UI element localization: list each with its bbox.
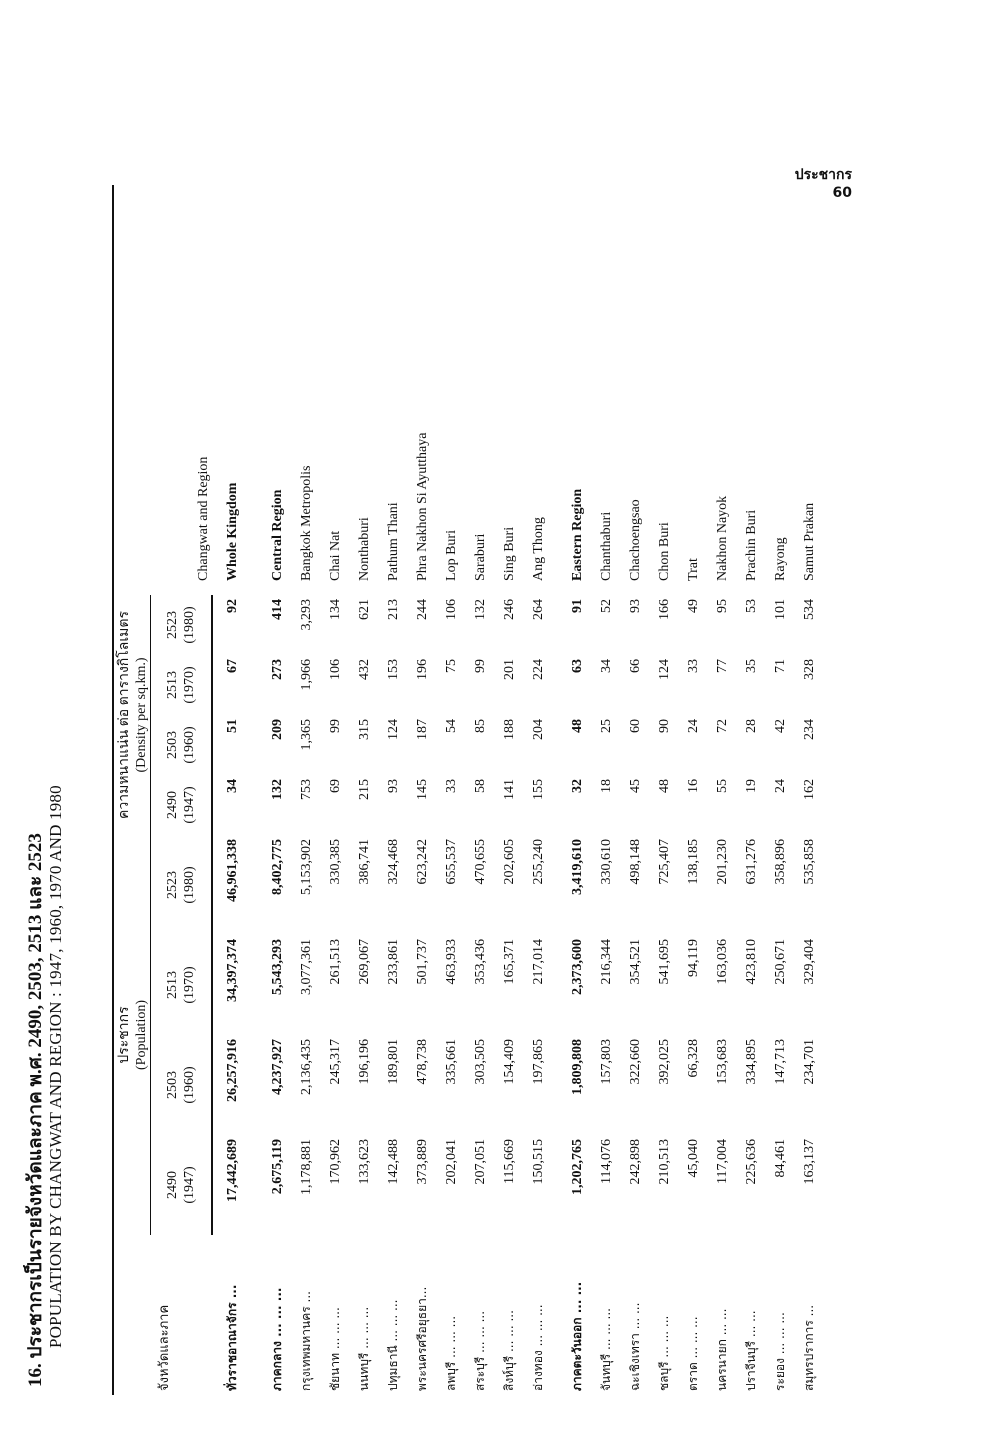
density-cell: 753 bbox=[298, 779, 314, 800]
changwat-en-cell: Chai Nat bbox=[327, 530, 343, 581]
table-row bbox=[795, 185, 824, 1395]
changwat-en-cell: Chachoengsao bbox=[627, 499, 643, 581]
changwat-thai-cell: ชัยนาท ... ... ... bbox=[328, 1307, 342, 1391]
population-cell: 2,136,435 bbox=[298, 1039, 314, 1095]
population-cell: 1,178,881 bbox=[298, 1139, 314, 1195]
header-year-be: 2490 bbox=[165, 1171, 180, 1199]
changwat-en-cell: Phra Nakhon Si Ayutthaya bbox=[414, 432, 430, 581]
density-cell: 93 bbox=[385, 779, 401, 793]
population-cell: 117,004 bbox=[714, 1139, 730, 1184]
population-cell: 330,385 bbox=[327, 839, 343, 885]
population-cell: 470,655 bbox=[472, 839, 488, 885]
population-cell: 623,242 bbox=[414, 839, 430, 885]
header-density-group bbox=[113, 595, 151, 835]
density-cell: 55 bbox=[714, 779, 730, 793]
header-pop-year-0 bbox=[151, 1135, 213, 1235]
header-pop-year-1 bbox=[151, 1035, 213, 1135]
table-row bbox=[621, 185, 650, 1395]
population-cell: 197,865 bbox=[530, 1039, 546, 1085]
population-cell: 2,675,119 bbox=[269, 1139, 285, 1195]
population-cell: 631,276 bbox=[743, 839, 759, 885]
density-cell: 63 bbox=[569, 659, 585, 673]
density-cell: 72 bbox=[714, 719, 730, 733]
page-label: ประชากร bbox=[794, 167, 852, 183]
changwat-thai-cell: สิงห์บุรี ... ... ... bbox=[502, 1310, 516, 1391]
changwat-thai-cell: ปราจีนบุรี ... ... bbox=[744, 1310, 758, 1391]
population-cell: 170,962 bbox=[327, 1139, 343, 1185]
density-cell: 32 bbox=[569, 779, 585, 793]
density-cell: 124 bbox=[656, 659, 672, 680]
changwat-thai-cell: สระบุรี ... ... ... bbox=[473, 1310, 487, 1391]
spacer-row bbox=[253, 185, 263, 1395]
density-cell: 264 bbox=[530, 598, 546, 620]
population-cell: 163,036 bbox=[714, 939, 730, 985]
density-cell: 166 bbox=[656, 598, 672, 620]
population-cell: 196,196 bbox=[356, 1039, 372, 1085]
population-cell: 225,636 bbox=[743, 1139, 759, 1185]
header-year-be: 2523 bbox=[165, 611, 180, 639]
population-cell: 210,513 bbox=[656, 1139, 672, 1185]
density-cell: 1,966 bbox=[298, 659, 314, 691]
header-population-group bbox=[113, 835, 151, 1235]
population-cell: 1,809,808 bbox=[569, 1039, 585, 1095]
density-cell: 145 bbox=[414, 779, 430, 800]
table-row bbox=[708, 185, 737, 1395]
header-year-ce: (1970) bbox=[182, 966, 197, 1004]
header-pop-year-3 bbox=[151, 835, 213, 935]
density-cell: 92 bbox=[225, 598, 240, 613]
density-cell: 187 bbox=[414, 719, 430, 740]
population-cell: 154,409 bbox=[501, 1039, 517, 1085]
density-cell: 273 bbox=[269, 659, 285, 680]
changwat-thai-cell: จันทบุรี ... ... ... bbox=[599, 1308, 613, 1391]
header-population-en: (Population) bbox=[134, 1000, 149, 1070]
spacer-row bbox=[553, 185, 563, 1395]
population-cell: 392,025 bbox=[656, 1039, 672, 1085]
population-cell: 358,896 bbox=[772, 839, 788, 885]
density-cell: 53 bbox=[743, 598, 759, 613]
population-cell: 150,515 bbox=[530, 1139, 546, 1185]
density-cell: 315 bbox=[356, 719, 372, 740]
changwat-en-cell: Lop Buri bbox=[443, 530, 459, 581]
table-title-english: POPULATION BY CHANGWAT AND REGION : 1947, 1960, 1970 AND 1980 bbox=[46, 785, 65, 1348]
table-row bbox=[437, 185, 466, 1395]
density-cell: 132 bbox=[472, 598, 488, 620]
population-cell: 329,404 bbox=[801, 939, 817, 985]
changwat-en-cell: Chanthaburi bbox=[598, 511, 614, 581]
changwat-en-cell: Central Region bbox=[269, 489, 285, 581]
changwat-thai-cell: ฉะเชิงเทรา ... ... bbox=[628, 1302, 642, 1391]
changwat-en-cell: Nakhon Nayok bbox=[714, 495, 730, 581]
table-row bbox=[212, 185, 253, 1395]
table-row bbox=[408, 185, 437, 1395]
header-den-year-1 bbox=[151, 715, 213, 775]
density-cell: 1,365 bbox=[298, 719, 314, 751]
density-cell: 93 bbox=[627, 598, 643, 613]
changwat-en-cell: Nonthaburi bbox=[356, 517, 372, 581]
header-density-en: (Density per sq.km.) bbox=[134, 657, 149, 773]
population-cell: 207,051 bbox=[472, 1139, 488, 1185]
density-cell: 201 bbox=[501, 659, 517, 680]
changwat-en-cell: Saraburi bbox=[472, 533, 488, 581]
population-cell: 114,076 bbox=[598, 1139, 614, 1184]
density-cell: 101 bbox=[772, 598, 788, 620]
changwat-thai-cell: ภาคตะวันออก ... ... bbox=[570, 1281, 584, 1391]
population-cell: 165,371 bbox=[501, 939, 517, 985]
table-row bbox=[592, 185, 621, 1395]
changwat-thai-cell: กรุงเทพมหานคร ... bbox=[299, 1291, 313, 1391]
header-year-ce: (1947) bbox=[182, 1166, 197, 1204]
density-cell: 85 bbox=[472, 719, 488, 733]
table-row bbox=[563, 185, 592, 1395]
header-year-be: 2513 bbox=[165, 971, 180, 999]
population-cell: 250,671 bbox=[772, 939, 788, 985]
population-table bbox=[112, 185, 824, 1395]
density-cell: 153 bbox=[385, 659, 401, 680]
population-cell: 8,402,775 bbox=[269, 839, 285, 895]
header-den-year-3 bbox=[151, 595, 213, 655]
changwat-thai-cell: ชลบุรี ... ... ... bbox=[657, 1315, 671, 1391]
population-cell: 423,810 bbox=[743, 939, 759, 985]
density-cell: 35 bbox=[743, 659, 759, 673]
population-cell: 163,137 bbox=[801, 1139, 817, 1185]
population-cell: 189,801 bbox=[385, 1039, 401, 1085]
table-row bbox=[679, 185, 708, 1395]
population-cell: 138,185 bbox=[685, 839, 701, 885]
changwat-en-cell: Rayong bbox=[772, 537, 788, 581]
density-cell: 28 bbox=[743, 719, 759, 733]
population-cell: 463,933 bbox=[443, 939, 459, 985]
table-row bbox=[495, 185, 524, 1395]
changwat-thai-cell: ระยอง ... ... ... bbox=[773, 1312, 787, 1391]
header-changwat-en: Changwat and Region bbox=[113, 185, 212, 595]
changwat-en-cell: Whole Kingdom bbox=[224, 482, 240, 581]
density-cell: 66 bbox=[627, 659, 643, 673]
header-density-thai: ความหนาแน่น ต่อ ตารางกิโลเมตร bbox=[117, 610, 132, 819]
header-year-be: 2513 bbox=[165, 671, 180, 699]
population-cell: 255,240 bbox=[530, 839, 546, 885]
density-cell: 196 bbox=[414, 659, 430, 680]
population-cell: 202,605 bbox=[501, 839, 517, 885]
changwat-thai-cell: ตราด ... ... ... bbox=[686, 1316, 700, 1391]
population-cell: 354,521 bbox=[627, 939, 643, 985]
density-cell: 204 bbox=[530, 719, 546, 740]
density-cell: 90 bbox=[656, 719, 672, 733]
changwat-en-cell: Samut Prakan bbox=[801, 502, 817, 581]
population-cell: 324,468 bbox=[385, 839, 401, 885]
spacer-cell bbox=[253, 185, 263, 1395]
table-row bbox=[766, 185, 795, 1395]
header-year-ce: (1980) bbox=[182, 606, 197, 644]
density-cell: 67 bbox=[225, 659, 240, 673]
density-cell: 69 bbox=[327, 779, 343, 793]
population-cell: 242,898 bbox=[627, 1139, 643, 1185]
header-den-year-2 bbox=[151, 655, 213, 715]
changwat-thai-cell: สมุทรปราการ ... bbox=[802, 1304, 816, 1391]
density-cell: 60 bbox=[627, 719, 643, 733]
changwat-en-cell: Pathum Thani bbox=[385, 502, 401, 581]
header-year-ce: (1970) bbox=[182, 666, 197, 704]
changwat-en-cell: Chon Buri bbox=[656, 522, 672, 581]
population-cell: 34,397,374 bbox=[225, 939, 240, 1002]
density-cell: 33 bbox=[685, 659, 701, 673]
density-cell: 34 bbox=[225, 779, 240, 793]
population-cell: 261,513 bbox=[327, 939, 343, 985]
table-row bbox=[737, 185, 766, 1395]
header-year-ce: (1947) bbox=[182, 786, 197, 824]
population-cell: 655,537 bbox=[443, 839, 459, 885]
density-cell: 77 bbox=[714, 659, 730, 673]
density-cell: 48 bbox=[656, 779, 672, 793]
density-cell: 124 bbox=[385, 719, 401, 740]
population-cell: 216,344 bbox=[598, 939, 614, 985]
table-row bbox=[379, 185, 408, 1395]
population-cell: 5,543,293 bbox=[269, 939, 285, 995]
header-population-thai: ประชากร bbox=[117, 1006, 132, 1064]
table-title-thai: 16. ประชากรเป็นรายจังหวัดและภาค พ.ศ. 2490, 2503, 2513 และ 2523 bbox=[25, 833, 46, 1387]
population-cell: 3,077,361 bbox=[298, 939, 314, 995]
density-cell: 25 bbox=[598, 719, 614, 733]
density-cell: 24 bbox=[685, 719, 701, 733]
changwat-thai-cell: ปทุมธานี ... ... ... bbox=[386, 1299, 400, 1391]
population-cell: 334,895 bbox=[743, 1039, 759, 1085]
population-cell: 153,683 bbox=[714, 1039, 730, 1085]
density-cell: 51 bbox=[225, 719, 240, 733]
population-cell: 245,317 bbox=[327, 1039, 343, 1085]
density-cell: 106 bbox=[443, 598, 459, 620]
density-cell: 34 bbox=[598, 659, 614, 673]
density-cell: 16 bbox=[685, 779, 701, 793]
changwat-thai-cell: พระนครศรีอยุธยา... bbox=[415, 1286, 429, 1391]
population-cell: 115,669 bbox=[501, 1139, 517, 1184]
header-year-ce: (1960) bbox=[182, 1066, 197, 1104]
density-cell: 71 bbox=[772, 659, 788, 673]
population-cell: 201,230 bbox=[714, 839, 730, 885]
density-cell: 188 bbox=[501, 719, 517, 740]
density-cell: 33 bbox=[443, 779, 459, 793]
changwat-en-cell: Prachin Buri bbox=[743, 509, 759, 581]
density-cell: 45 bbox=[627, 779, 643, 793]
density-cell: 209 bbox=[269, 719, 285, 740]
density-cell: 162 bbox=[801, 779, 817, 800]
changwat-thai-cell: ทั่วราชอาณาจักร ... bbox=[225, 1284, 239, 1391]
density-cell: 244 bbox=[414, 598, 430, 620]
changwat-thai-cell: ลพบุรี ... ... ... bbox=[444, 1315, 458, 1391]
changwat-en-cell: Sing Buri bbox=[501, 526, 517, 581]
population-cell: 46,961,338 bbox=[225, 839, 240, 902]
population-cell: 234,701 bbox=[801, 1039, 817, 1085]
population-cell: 478,738 bbox=[414, 1039, 430, 1085]
density-cell: 215 bbox=[356, 779, 372, 800]
density-cell: 621 bbox=[356, 598, 372, 620]
density-cell: 414 bbox=[269, 598, 285, 620]
population-cell: 373,889 bbox=[414, 1139, 430, 1185]
density-cell: 58 bbox=[472, 779, 488, 793]
density-cell: 3,293 bbox=[298, 598, 314, 631]
population-cell: 133,623 bbox=[356, 1139, 372, 1185]
density-cell: 48 bbox=[569, 719, 585, 733]
density-cell: 213 bbox=[385, 598, 401, 620]
density-cell: 132 bbox=[269, 779, 285, 800]
population-cell: 1,202,765 bbox=[569, 1139, 585, 1195]
header-den-year-0 bbox=[151, 775, 213, 835]
header-pop-year-2 bbox=[151, 935, 213, 1035]
changwat-thai-cell: นนทบุรี ... ... ... bbox=[357, 1306, 371, 1391]
density-cell: 49 bbox=[685, 598, 701, 613]
density-cell: 234 bbox=[801, 719, 817, 740]
header-year-ce: (1960) bbox=[182, 726, 197, 764]
changwat-en-cell: Eastern Region bbox=[569, 488, 585, 581]
page-number: 60 bbox=[832, 185, 852, 201]
population-cell: 147,713 bbox=[772, 1039, 788, 1085]
population-cell: 386,741 bbox=[356, 839, 372, 885]
table-row bbox=[650, 185, 679, 1395]
density-cell: 432 bbox=[356, 659, 372, 680]
population-cell: 17,442,689 bbox=[225, 1139, 240, 1202]
population-cell: 94,119 bbox=[685, 939, 701, 977]
population-cell: 217,014 bbox=[530, 939, 546, 985]
density-cell: 99 bbox=[327, 719, 343, 733]
density-cell: 18 bbox=[598, 779, 614, 793]
density-cell: 54 bbox=[443, 719, 459, 733]
spacer-cell bbox=[553, 185, 563, 1395]
population-cell: 26,257,916 bbox=[225, 1039, 240, 1102]
density-cell: 95 bbox=[714, 598, 730, 613]
population-cell: 45,040 bbox=[685, 1139, 701, 1178]
population-cell: 541,695 bbox=[656, 939, 672, 985]
changwat-en-cell: Ang Thong bbox=[530, 517, 546, 581]
table-body bbox=[212, 185, 824, 1395]
header-year-be: 2490 bbox=[165, 791, 180, 819]
table-row bbox=[466, 185, 495, 1395]
population-cell: 322,660 bbox=[627, 1039, 643, 1085]
changwat-thai-cell: ภาคกลาง ... ... ... bbox=[270, 1287, 284, 1391]
population-cell: 3,419,610 bbox=[569, 839, 585, 895]
population-cell: 142,488 bbox=[385, 1139, 401, 1185]
header-changwat-thai: จังหวัดและภาค bbox=[113, 1235, 212, 1395]
density-cell: 106 bbox=[327, 659, 343, 680]
density-cell: 141 bbox=[501, 779, 517, 800]
population-cell: 5,153,902 bbox=[298, 839, 314, 895]
header-year-be: 2523 bbox=[165, 871, 180, 899]
changwat-en-cell: Bangkok Metropolis bbox=[298, 465, 314, 581]
population-cell: 4,237,927 bbox=[269, 1039, 285, 1095]
header-year-ce: (1980) bbox=[182, 866, 197, 904]
population-cell: 202,041 bbox=[443, 1139, 459, 1185]
population-cell: 330,610 bbox=[598, 839, 614, 885]
table-row bbox=[292, 185, 321, 1395]
header-year-be: 2503 bbox=[165, 1071, 180, 1099]
population-cell: 725,407 bbox=[656, 839, 672, 885]
changwat-thai-cell: นครนายก ... ... bbox=[715, 1308, 729, 1391]
density-cell: 75 bbox=[443, 659, 459, 673]
population-cell: 501,737 bbox=[414, 939, 430, 985]
table-row bbox=[263, 185, 292, 1395]
density-cell: 328 bbox=[801, 659, 817, 680]
table-row bbox=[350, 185, 379, 1395]
population-cell: 66,328 bbox=[685, 1039, 701, 1078]
density-cell: 24 bbox=[772, 779, 788, 793]
population-cell: 498,148 bbox=[627, 839, 643, 885]
density-cell: 91 bbox=[569, 598, 585, 613]
table-row bbox=[524, 185, 553, 1395]
density-cell: 134 bbox=[327, 598, 343, 620]
rotated-table-page bbox=[20, 185, 890, 1395]
density-cell: 19 bbox=[743, 779, 759, 793]
changwat-thai-cell: อ่างทอง ... ... ... bbox=[531, 1304, 545, 1391]
population-cell: 303,505 bbox=[472, 1039, 488, 1085]
density-cell: 99 bbox=[472, 659, 488, 673]
table-row bbox=[321, 185, 350, 1395]
population-cell: 84,461 bbox=[772, 1139, 788, 1178]
density-cell: 224 bbox=[530, 659, 546, 680]
changwat-en-cell: Trat bbox=[685, 558, 701, 581]
density-cell: 534 bbox=[801, 598, 817, 620]
density-cell: 155 bbox=[530, 779, 546, 800]
population-cell: 353,436 bbox=[472, 939, 488, 985]
population-cell: 535,858 bbox=[801, 839, 817, 885]
population-cell: 335,661 bbox=[443, 1039, 459, 1085]
density-cell: 42 bbox=[772, 719, 788, 733]
population-cell: 269,067 bbox=[356, 939, 372, 985]
density-cell: 52 bbox=[598, 598, 614, 613]
density-cell: 246 bbox=[501, 598, 517, 620]
population-cell: 157,803 bbox=[598, 1039, 614, 1085]
population-cell: 233,861 bbox=[385, 939, 401, 985]
population-cell: 2,373,600 bbox=[569, 939, 585, 995]
header-year-be: 2503 bbox=[165, 731, 180, 759]
